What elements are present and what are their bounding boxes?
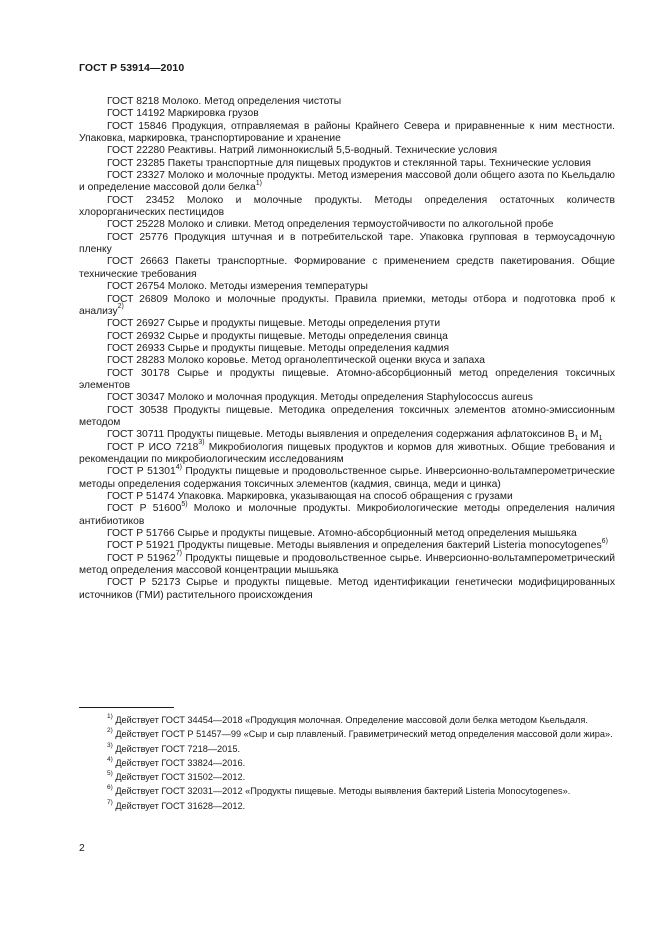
reference-entry: [79, 318, 615, 330]
footnote-text: Действует ГОСТ 7218—2015.: [112, 743, 241, 754]
footnote-text: Действует ГОСТ 31628—2012.: [112, 800, 246, 811]
reference-entry: [79, 195, 615, 220]
footnote-marker: 5): [181, 500, 188, 508]
reference-entry: [79, 281, 615, 293]
footnote-entry: [79, 784, 615, 798]
footnote-text: Действует ГОСТ 32031—2012 «Продукты пищевые. Методы выявления бактерий Listeria Monocytogenes».: [112, 786, 571, 797]
footnote-entry: [79, 713, 615, 727]
reference-entry: [79, 343, 615, 355]
reference-code: ГОСТ 30347: [107, 392, 165, 404]
reference-title: Сырье и продукты пищевые. Методы определения свинца: [164, 330, 448, 342]
footnote-marker: 3): [198, 439, 205, 447]
reference-title: Сырье и продукты пищевые. Атомно-абсорбционный метод определения токсичных элементов: [79, 367, 615, 391]
reference-entry: [79, 256, 615, 281]
footnote-entry: [79, 756, 615, 770]
reference-code: ГОСТ 26932: [107, 330, 165, 342]
subscript: 1: [598, 435, 603, 443]
reference-entry: [79, 368, 615, 393]
reference-entry: [79, 405, 615, 430]
reference-entry: [79, 294, 615, 319]
reference-entry: [79, 491, 615, 503]
reference-title: Молоко. Методы измерения температуры: [164, 281, 368, 293]
footnote-text: Действует ГОСТ 31502—2012.: [112, 772, 246, 783]
page-number: 2: [79, 843, 85, 854]
reference-title: Реактивы. Натрий лимоннокислый 5,5-водный. Технические условия: [164, 145, 498, 157]
footnote-marker: 4): [175, 463, 182, 471]
footnote-text: Действует ГОСТ 33824—2016.: [112, 757, 246, 768]
footnote-mark: 5): [107, 770, 113, 778]
reference-title: Молоко и молочные продукты. Правила приемки, методы отбора и подготовка проб к анализу: [79, 293, 615, 317]
reference-code: ГОСТ 23327: [107, 170, 165, 182]
footnote-mark: 2): [107, 727, 113, 735]
footnote-separator: [79, 707, 174, 708]
reference-entry: [79, 439, 615, 467]
reference-entry: [79, 170, 615, 195]
reference-code: ГОСТ Р ИСО 7218: [107, 441, 199, 453]
reference-entry: [79, 577, 615, 602]
reference-title: Упаковка. Маркировка, указывающая на способ обращения с грузами: [174, 491, 513, 502]
reference-entry: [79, 429, 615, 441]
reference-entry: [79, 158, 615, 170]
reference-entry: [79, 96, 615, 108]
reference-title: Сырье и продукты пищевые. Атомно-абсорбционный метод определения мышьяка: [174, 528, 577, 540]
footnote-marker: 2): [117, 303, 124, 311]
reference-entry: [79, 108, 615, 120]
reference-code: ГОСТ 26754: [107, 281, 165, 293]
reference-code: ГОСТ 23452: [107, 194, 175, 206]
reference-title: Сырье и продукты пищевые. Метод идентификации генетически модифицированных источников (ГМИ) растительного происхождения: [79, 577, 615, 601]
footnote-marker: 1): [255, 179, 262, 187]
reference-code: ГОСТ 30711: [107, 429, 165, 441]
reference-title: Продукция, отправляемая в районы Крайнего Севера и приравненные к ним местности. Упаковка, маркировка, транспортирование и хранение: [79, 120, 615, 145]
reference-title: Молоко и молочные продукты. Методы определения остаточных количеств хлорорганических пестицидов: [79, 194, 615, 219]
reference-title: Молоко и молочные продукты. Микробиологические методы определения наличия антибиотиков: [79, 503, 615, 527]
subscript: 1: [574, 435, 579, 443]
reference-code: ГОСТ 28283: [107, 355, 165, 367]
reference-title-cont: и М: [578, 429, 599, 441]
reference-title: Сырье и продукты пищевые. Методы определения кадмия: [164, 342, 450, 354]
footnote-entry: [79, 770, 615, 784]
reference-entry: [79, 219, 615, 231]
reference-entry: [79, 121, 615, 146]
footnote-text: Действует ГОСТ Р 51457—99 «Сыр и сыр плавленый. Гравиметрический метод определения массовой доли жира».: [112, 729, 613, 740]
reference-code: ГОСТ 26927: [107, 318, 165, 330]
reference-code: ГОСТ Р 52173: [107, 577, 181, 589]
reference-code: ГОСТ Р 51474: [107, 491, 175, 502]
footnote-mark: 7): [107, 798, 113, 806]
normative-references-list: [79, 96, 615, 602]
reference-entry: [79, 232, 615, 257]
reference-code: ГОСТ 8218: [107, 96, 160, 107]
reference-code: ГОСТ Р 51301: [107, 466, 176, 478]
reference-title: Молоко коровье. Метод органолептической оценки вкуса и запаха: [164, 355, 486, 367]
reference-code: ГОСТ 25228: [107, 219, 165, 231]
footnotes-list: [79, 713, 615, 813]
reference-title: Маркировка грузов: [164, 108, 259, 120]
footnote-mark: 1): [107, 712, 113, 720]
footnote-entry: [79, 742, 615, 756]
reference-title: Микробиология пищевых продуктов и кормов для животных. Общие требования и рекомендации по микробиологическим исследованиям: [79, 441, 615, 465]
footnote-text: Действует ГОСТ 34454—2018 «Продукция молочная. Определение массовой доли белка методом Кьельдаля.: [112, 715, 588, 725]
reference-code: ГОСТ 26809: [107, 293, 168, 305]
footnote-marker: 7): [175, 550, 182, 558]
reference-entry: [79, 355, 615, 367]
reference-entry: [79, 145, 615, 157]
reference-title: Молоко и сливки. Метод определения термоустойчивости по алкогольной пробе: [164, 219, 554, 231]
footnote-entry: [79, 799, 615, 813]
reference-title: Пакеты транспортные. Формирование с применением средств пакетирования. Общие технические требования: [79, 256, 616, 280]
reference-title: Молоко и молочные продукты. Метод измерения массовой доли общего азота по Кьельдалю и определение массовой доли белка: [79, 170, 615, 194]
reference-code: ГОСТ 30538: [107, 404, 168, 416]
page-header-standard-code: ГОСТ Р 53914—2010: [79, 62, 185, 74]
reference-entry: [79, 550, 615, 578]
reference-code: ГОСТ Р 51962: [107, 552, 176, 564]
reference-title: Молоко. Метод определения чистоты: [159, 96, 342, 107]
reference-title: Продукты пищевые и продовольственное сырье. Инверсионно-вольтамперометрический метод определения массовой концентрации мышьяка: [79, 552, 615, 577]
reference-entry: [79, 537, 615, 552]
reference-entry: [79, 331, 615, 343]
footnote-mark: 6): [107, 784, 113, 792]
reference-entry: [79, 528, 615, 540]
footnote-mark: 3): [107, 741, 113, 749]
footnote-marker: 6): [601, 537, 608, 545]
reference-code: ГОСТ 22280: [107, 145, 165, 157]
reference-entry: [79, 500, 615, 528]
reference-code: ГОСТ 23285: [107, 157, 165, 169]
reference-title: Продукты пищевые. Методы выявления и определения бактерий Listeria monocytogenes: [174, 540, 602, 552]
reference-title: Продукты пищевые. Методика определения токсичных элементов атомно-эмиссионным методом: [79, 404, 615, 428]
reference-title: Продукция штучная и в потребительской таре. Упаковка групповая в термоусадочную пленку: [79, 231, 615, 256]
reference-entry: [79, 463, 615, 491]
reference-code: ГОСТ 30178: [107, 367, 170, 379]
reference-title: Пакеты транспортные для пищевых продуктов и стеклянной тары. Технические условия: [164, 157, 591, 169]
reference-code: ГОСТ Р 51600: [107, 503, 182, 515]
reference-code: ГОСТ 26663: [107, 256, 169, 268]
reference-code: ГОСТ 14192: [107, 108, 165, 120]
reference-code: ГОСТ 25776: [107, 231, 169, 243]
reference-title: Продукты пищевые. Методы выявления и определения содержания афлатоксинов В: [164, 429, 575, 441]
reference-title: Молоко и молочная продукция. Методы определения Staphylococcus aureus: [164, 392, 533, 404]
reference-code: ГОСТ 26933: [107, 342, 165, 354]
reference-title: Продукты пищевые и продовольственное сырье. Инверсионно-вольтамперометрические методы определения содержания токсичных элементов (кадмия, свинца, меди и цинка): [79, 466, 615, 490]
footnote-entry: [79, 727, 615, 741]
reference-title: Сырье и продукты пищевые. Методы определения ртути: [164, 318, 441, 330]
reference-entry: [79, 392, 615, 404]
reference-code: ГОСТ Р 51766: [107, 528, 175, 540]
reference-code: ГОСТ 15846: [107, 120, 167, 132]
reference-code: ГОСТ Р 51921: [107, 540, 175, 552]
footnote-mark: 4): [107, 755, 113, 763]
